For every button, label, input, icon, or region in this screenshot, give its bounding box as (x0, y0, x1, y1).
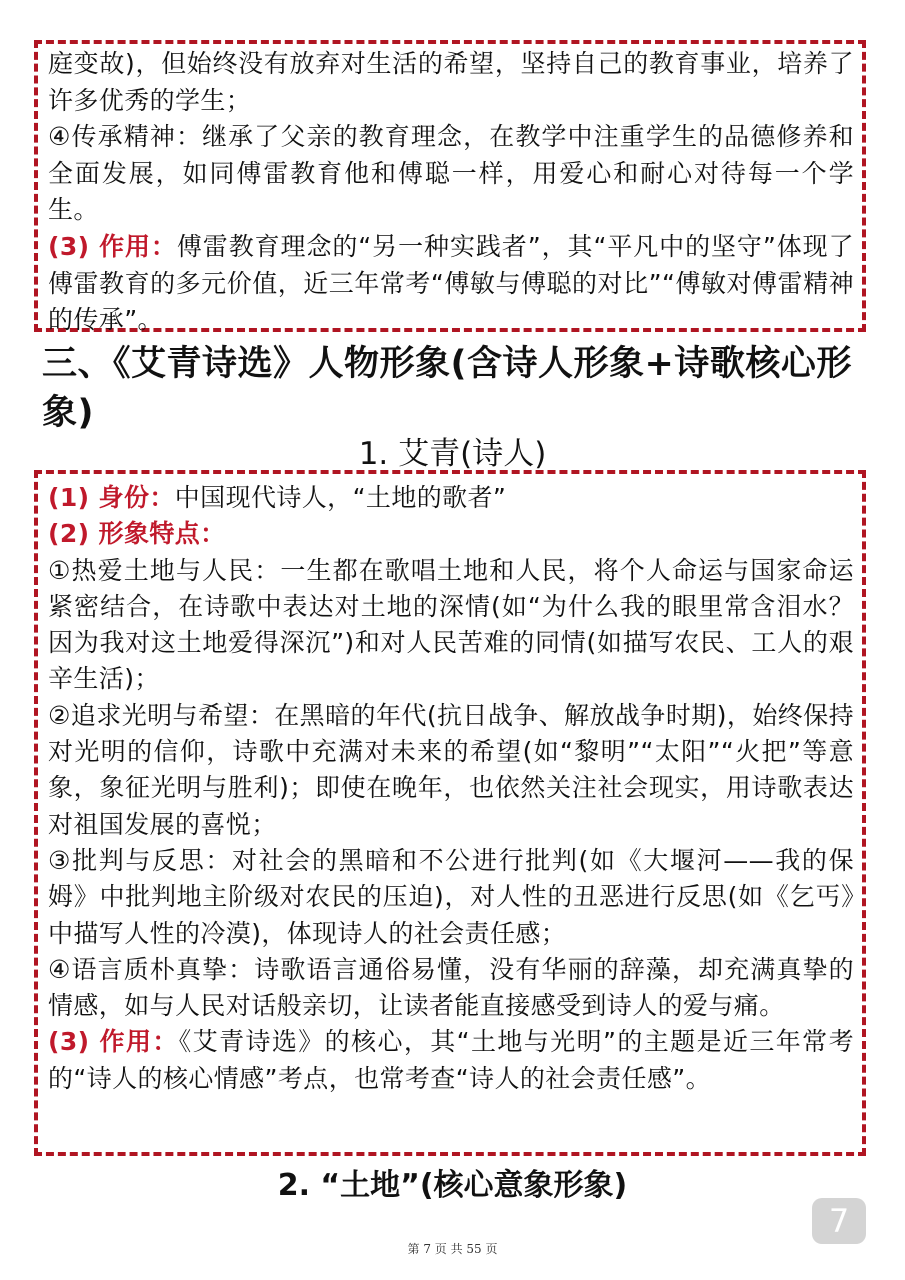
page-number-badge: 7 (812, 1198, 866, 1244)
content-box-aiqing (34, 470, 866, 1156)
trait-pursue-light: ②追求光明与希望：在黑暗的年代(抗日战争、解放战争时期)，始终保持对光明的信仰，诗歌中充满对未来的希望(如“黎明”“太阳”“火把”等意象，象征光明与胜利)；即使在晚年，也依然关注社会现实，用诗歌表达对祖国发展的喜悦； (48, 700, 854, 839)
subsection-title-aiqing: 1. 艾青(诗人) (358, 436, 547, 472)
trait-language: ④语言质朴真挚：诗歌语言通俗易懂，没有华丽的辞藻，却充满真挚的情感，如与人民对话般亲切，让读者能直接感受到诗人的爱与痛。 (48, 954, 854, 1021)
effect-label: (3) 作用： (48, 1027, 179, 1057)
paragraph-effect (48, 229, 854, 339)
effect-text: 《艾青诗选》的核心，其“土地与光明”的主题是近三年常考的“诗人的核心情感”考点，也常考查“诗人的社会责任感”。 (48, 1027, 854, 1093)
section-title: 三、《艾青诗选》人物形象(含诗人形象+诗歌核心形象) (42, 344, 852, 433)
subsection-title-land: 2. “土地”(核心意象形象) (277, 1168, 628, 1203)
effect-text: 傅雷教育理念的“另一种实践者”，其“平凡中的坚守”体现了傅雷教育的多元价值，近三年常考“傅敏与傅聪的对比”“傅敏对傅雷精神的传承”。 (48, 231, 854, 335)
paragraph-inherit-spirit: ④传承精神：继承了父亲的教育理念，在教学中注重学生的品德修养和全面发展，如同傅雷教育他和傅聪一样，用爱心和耐心对待每一个学生。 (48, 122, 854, 225)
identity-line (48, 480, 854, 516)
identity-label: (1) 身份： (48, 483, 175, 512)
paragraph-family-change: 庭变故)，但始终没有放弃对生活的希望，坚持自己的教育事业，培养了许多优秀的学生； (48, 49, 854, 115)
content-box-fumin (34, 40, 866, 335)
effect-line (48, 1024, 854, 1097)
page-footer: 第 7 页 共 55 页 (407, 1242, 498, 1256)
trait-love-land: ①热爱土地与人民：一生都在歌唱土地和人民，将个人命运与国家命运紧密结合，在诗歌中表达对土地的深情(如“为什么我的眼里常含泪水？因为我对这土地爱得深沉”)和对人民苦难的同情(如描写农民、工人的艰辛生活)； (48, 555, 854, 694)
effect-label: (3) 作用： (48, 231, 177, 261)
traits-label: (2) 形象特点： (48, 519, 226, 549)
identity-text: 中国现代诗人，“土地的歌者” (174, 483, 507, 512)
trait-criticism: ③批判与反思：对社会的黑暗和不公进行批判(如《大堰河——我的保姆》中批判地主阶级对农民的压迫)，对人性的丑恶进行反思(如《乞丐》中描写人性的冷漠)，体现诗人的社会责任感； (48, 845, 854, 948)
